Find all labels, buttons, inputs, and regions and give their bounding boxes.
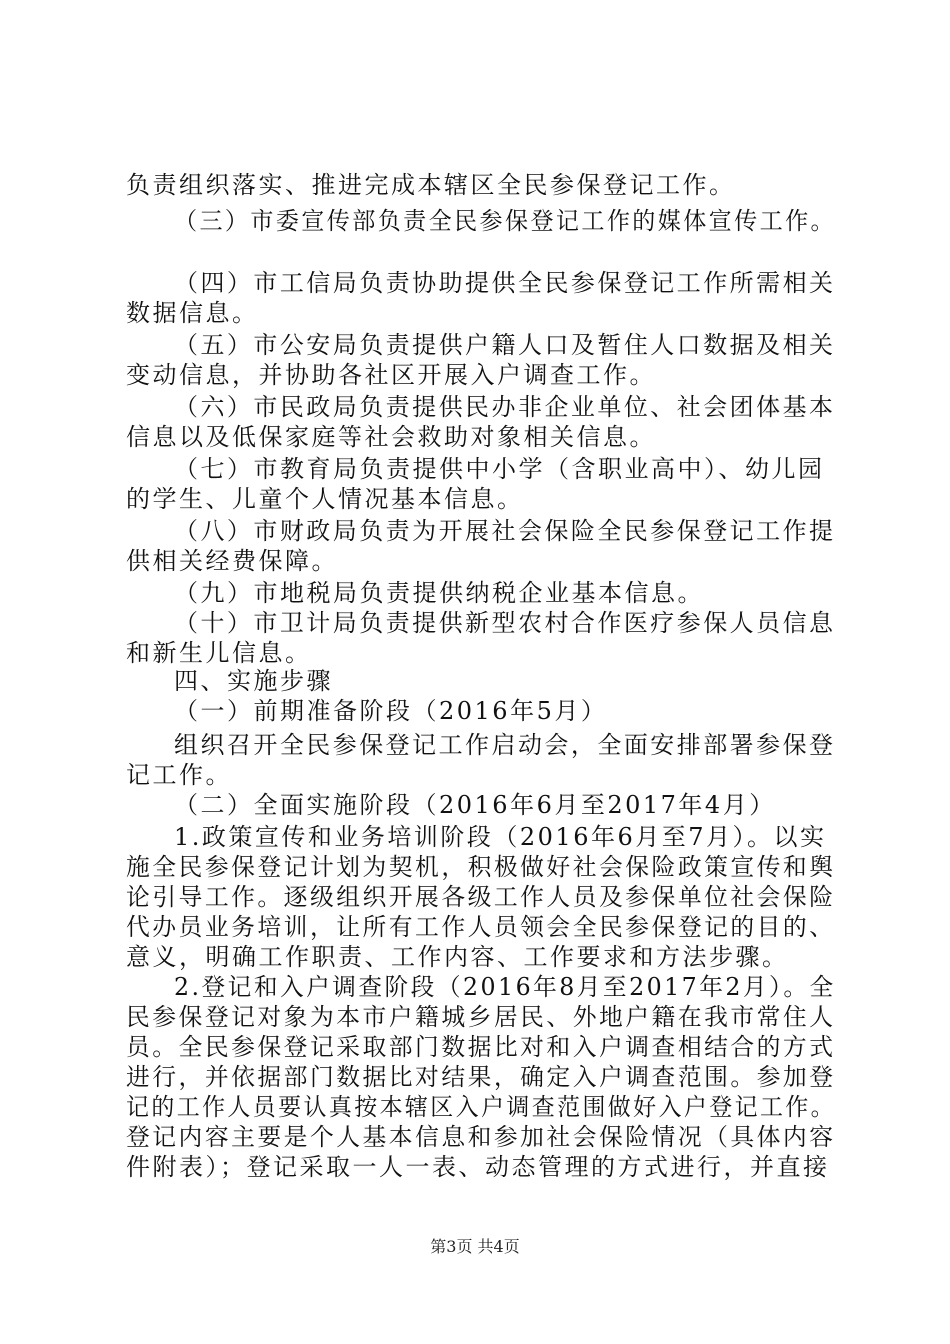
text-line: 信息以及低保家庭等社会救助对象相关信息。 [126,423,656,451]
text-line: 变动信息，并协助各社区开展入户调查工作。 [126,361,656,389]
text-line: 供相关经费保障。 [126,547,338,575]
text-line: 施全民参保登记计划为契机，积极做好社会保险政策宣传和舆 [126,853,836,881]
subsection-heading: （二）全面实施阶段（2016年6月至2017年4月） [174,791,776,819]
text-line: 进行，并依据部门数据比对结果，确定入户调查范围。参加登 [126,1063,836,1091]
text-line: 代办员业务培训，让所有工作人员领会全民参保登记的目的、 [126,913,836,941]
text-line: （八）市财政局负责为开展社会保险全民参保登记工作提 [174,517,836,545]
text-line: 件附表）；登记采取一人一表、动态管理的方式进行，并直接 [126,1153,830,1181]
text-line: 民参保登记对象为本市户籍城乡居民、外地户籍在我市常住人 [126,1003,836,1031]
section-heading: 四、实施步骤 [174,667,333,695]
text-line: 数据信息。 [126,299,259,327]
text-line: 的学生、儿童个人情况基本信息。 [126,485,524,513]
text-line: 记的工作人员要认真按本辖区入户调查范围做好入户登记工作。 [126,1093,837,1121]
text-line: （四）市工信局负责协助提供全民参保登记工作所需相关 [174,269,836,297]
page-number-footer: 第3页 共4页 [430,1237,520,1256]
text-line: 记工作。 [126,761,232,789]
text-line: 员。全民参保登记采取部门数据比对和入户调查相结合的方式 [126,1033,836,1061]
text-line: （五）市公安局负责提供户籍人口及暂住人口数据及相关 [174,331,836,359]
text-line: （六）市民政局负责提供民办非企业单位、社会团体基本 [174,393,836,421]
text-line: 意义，明确工作职责、工作内容、工作要求和方法步骤。 [126,943,789,971]
text-line: （十）市卫计局负责提供新型农村合作医疗参保人员信息 [174,609,836,637]
text-line: 登记内容主要是个人基本信息和参加社会保险情况（具体内容 [126,1123,836,1151]
text-line: 组织召开全民参保登记工作启动会，全面安排部署参保登 [174,731,836,759]
text-line: （九）市地税局负责提供纳税企业基本信息。 [174,579,704,607]
text-line: （三）市委宣传部负责全民参保登记工作的媒体宣传工作。 [174,207,836,235]
text-line: 1.政策宣传和业务培训阶段（2016年6月至7月）。以实 [174,823,827,851]
text-line: （七）市教育局负责提供中小学（含职业高中）、幼儿园 [174,455,825,483]
text-line: 2.登记和入户调查阶段（2016年8月至2017年2月）。全 [174,973,836,1001]
subsection-heading: （一）前期准备阶段（2016年5月） [174,697,608,725]
text-line: 和新生儿信息。 [126,639,312,667]
text-line: 论引导工作。逐级组织开展各级工作人员及参保单位社会保险 [126,883,836,911]
text-line: 负责组织落实、推进完成本辖区全民参保登记工作。 [126,171,736,199]
